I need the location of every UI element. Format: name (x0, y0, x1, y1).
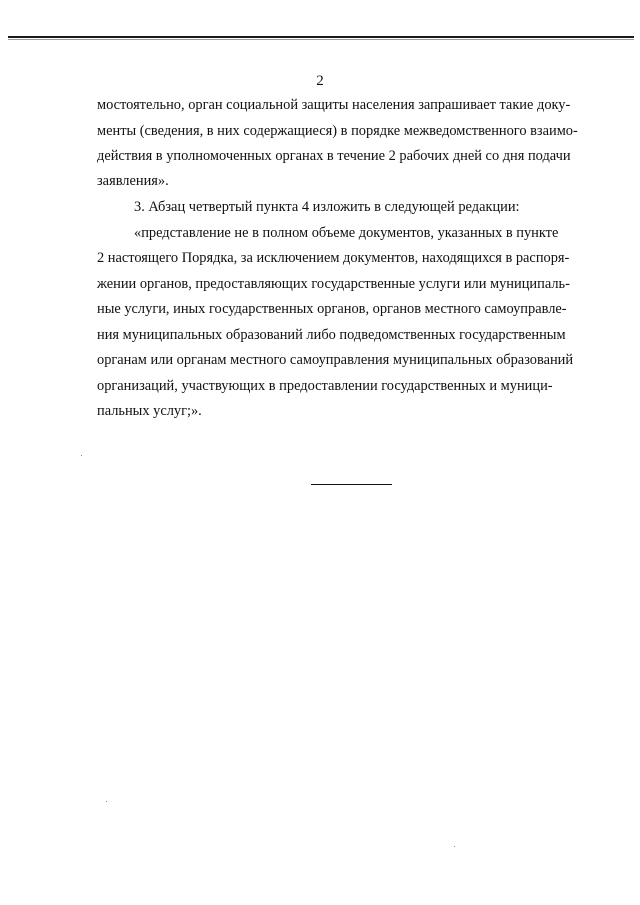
text-line: ные услуги, иных государственных органов, органов местного самоуправле- (97, 301, 567, 317)
scan-speck (81, 455, 82, 456)
text-line: действия в уполномоченных органах в течение 2 рабочих дней со дня подачи (97, 148, 571, 164)
text-line: органам или органам местного самоуправления муниципальных образований (97, 352, 574, 368)
text-line: 2 настоящего Порядка, за исключением документов, находящихся в распоря- (97, 250, 570, 266)
page-number: 2 (316, 73, 324, 89)
text-line: жении органов, предоставляющих государственные услуги или муниципаль- (97, 276, 570, 292)
text-line: организаций, участвующих в предоставлении государственных и муници- (97, 378, 553, 394)
scan-top-border (8, 36, 634, 38)
scan-speck (454, 846, 455, 847)
text-line: пальных услуг;». (97, 403, 202, 419)
text-line: 3. Абзац четвертый пункта 4 изложить в следующей редакции: (134, 199, 520, 215)
scan-speck (106, 801, 107, 802)
text-line: ния муниципальных образований либо подведомственных государственным (97, 327, 566, 343)
text-line: заявления». (97, 173, 169, 189)
text-line: «представление не в полном объеме документов, указанных в пункте (134, 225, 559, 241)
scan-top-border-shadow (8, 39, 634, 40)
text-line: мостоятельно, орган социальной защиты населения запрашивает такие доку- (97, 97, 571, 113)
text-line: менты (сведения, в них содержащиеся) в порядке межведомственного взаимо- (97, 123, 578, 139)
closing-separator-line (311, 484, 392, 485)
